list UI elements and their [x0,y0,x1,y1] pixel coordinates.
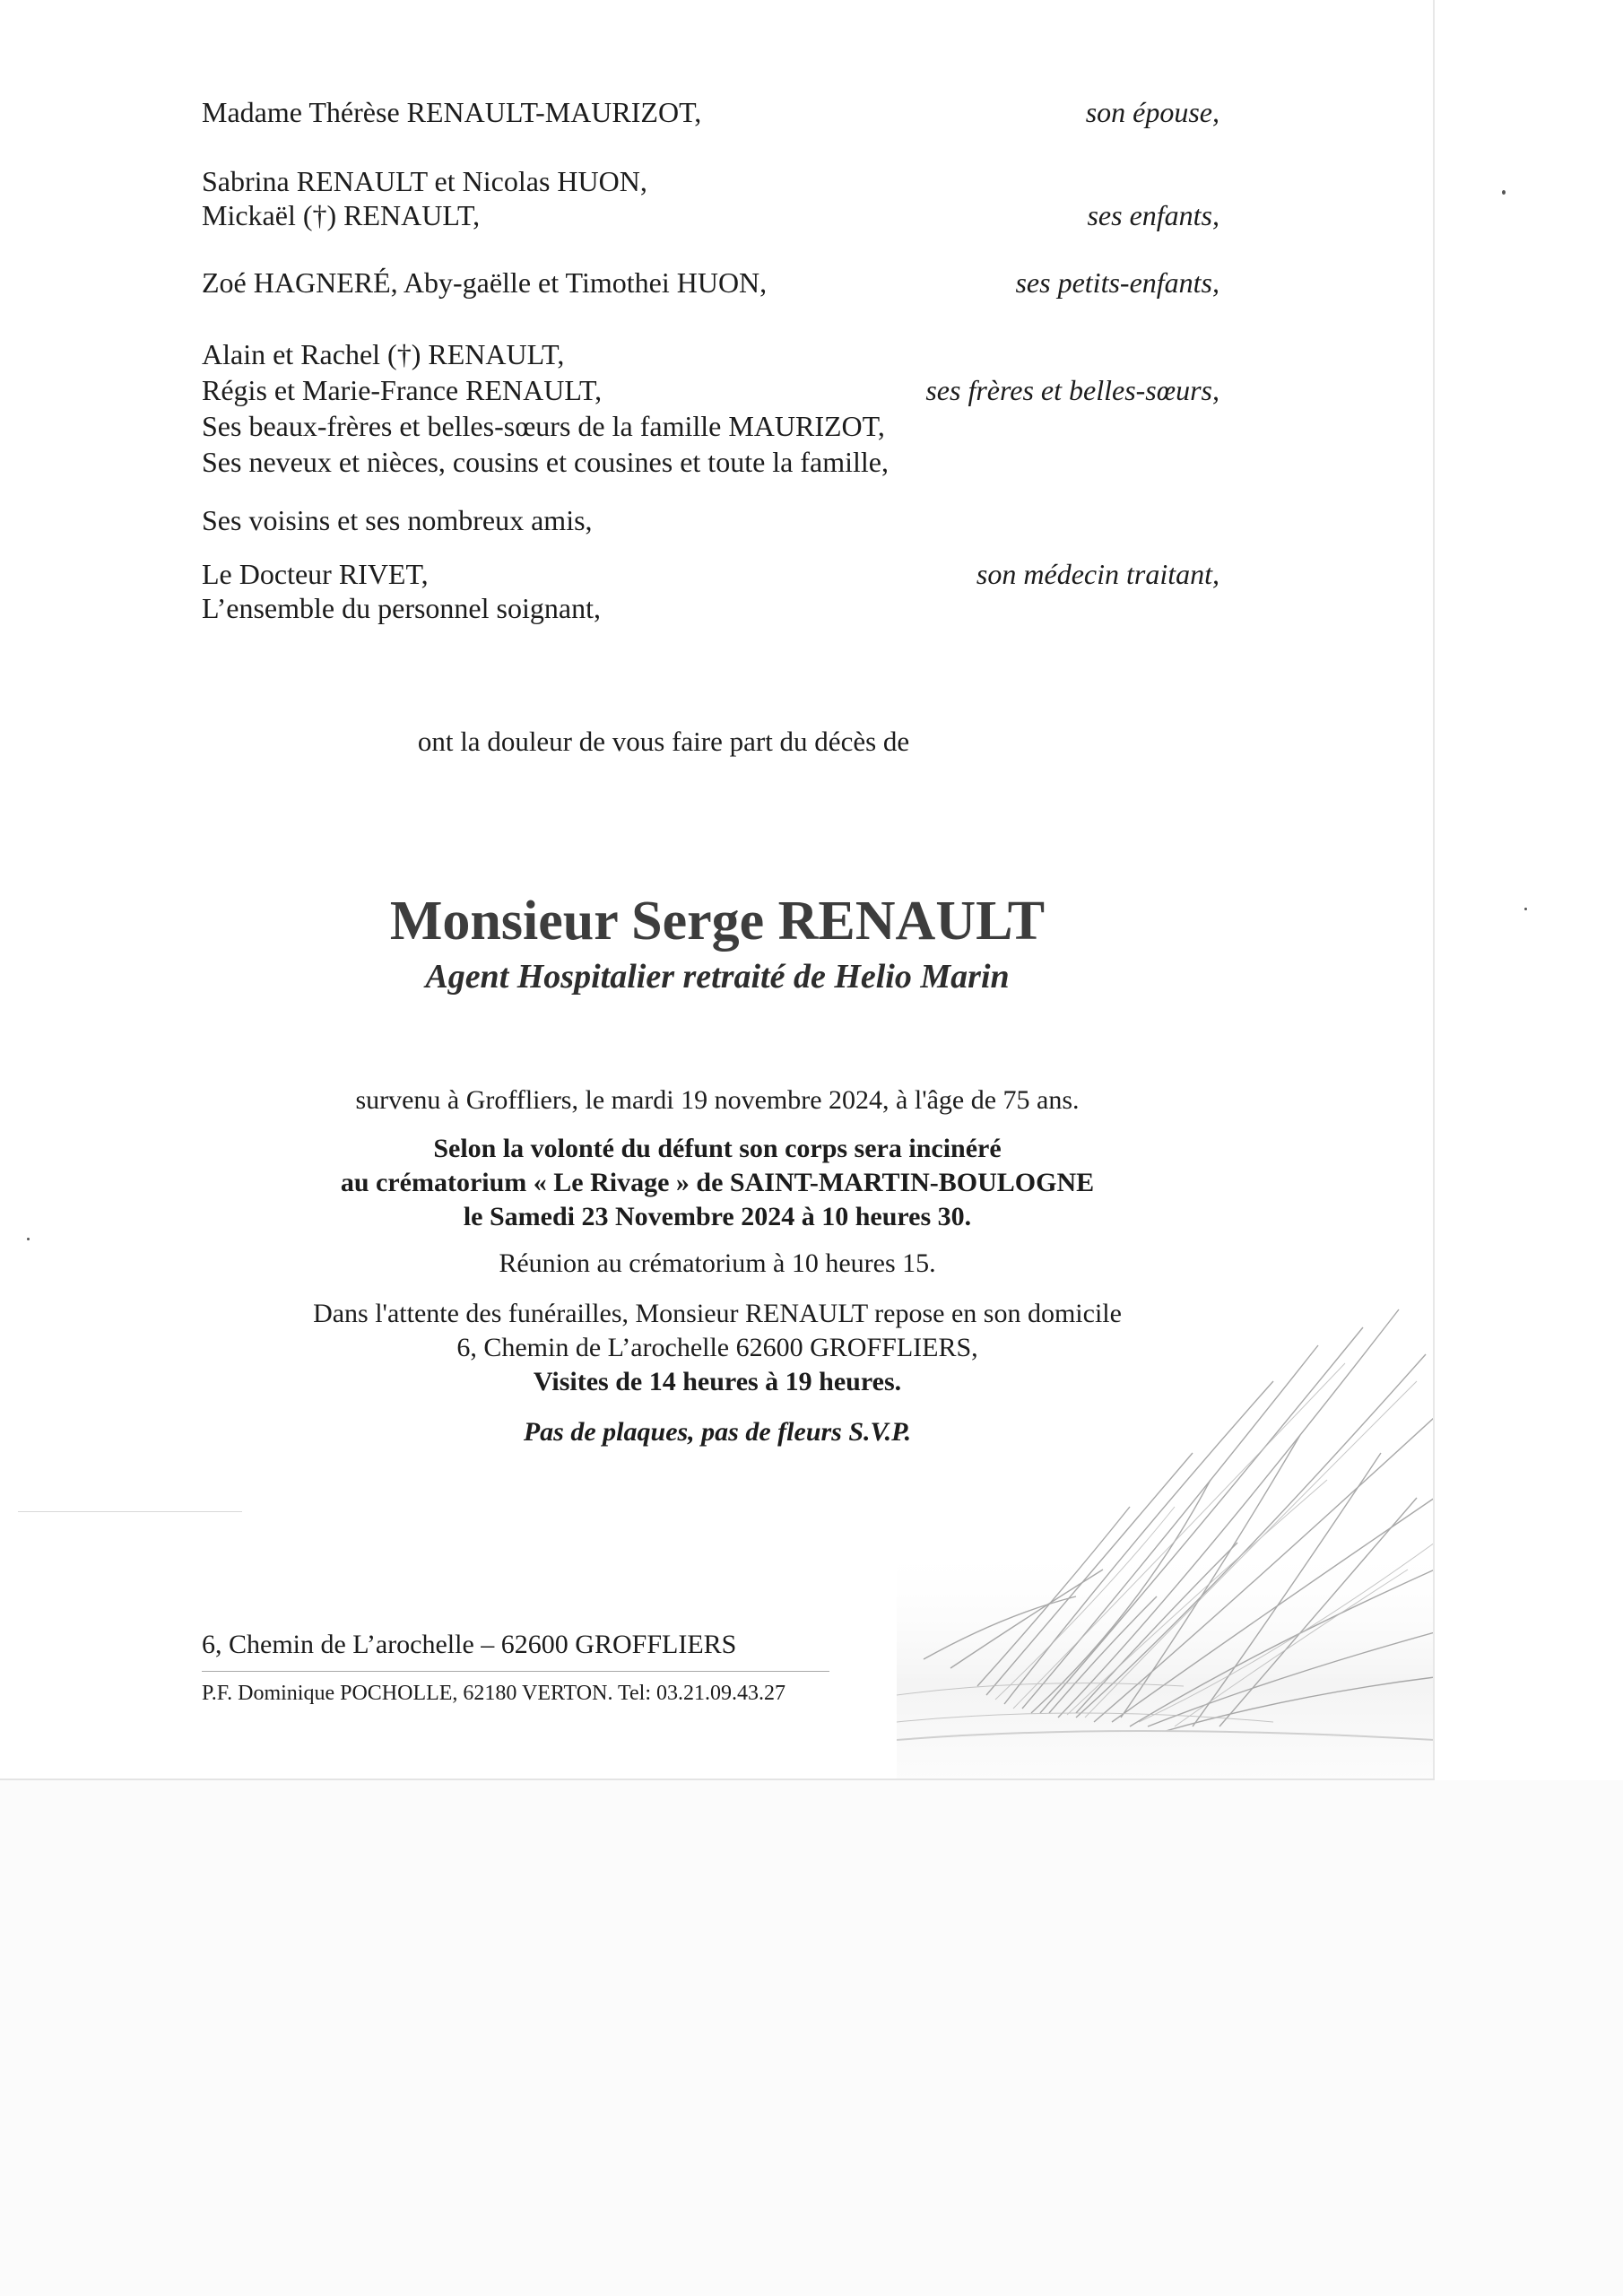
siblings-relation: ses frères et belles-sœurs, [925,374,1219,406]
doctor-line-2: L’ensemble du personnel soignant, [202,592,601,624]
no-flowers-text: Pas de plaques, pas de fleurs S.V.P. [523,1417,912,1447]
siblings-line-4: Ses neveux et nièces, cousins et cousines et toute la famille, [202,446,889,478]
scan-speck [27,1238,30,1240]
sheet-edge-right [1433,0,1435,1780]
spouse-relation: son épouse, [1085,96,1219,128]
funeral-home-info: P.F. Dominique POCHOLLE, 62180 VERTON. Tel: 03.21.09.43.27 [202,1682,785,1705]
cremation-line-2: au crématorium « Le Rivage » de SAINT-MARTIN-BOULOGNE [340,1168,1095,1197]
spouse-name: Madame Thérèse RENAULT-MAURIZOT, [202,96,702,128]
beach-grass-image [897,1274,1435,1780]
rest-line-1: Dans l'attente des funérailles, Monsieur RENAULT repose en son domicile [313,1299,1122,1328]
neighbours-text: Ses voisins et ses nombreux amis, [202,504,593,536]
meeting-text: Réunion au crématorium à 10 heures 15. [499,1248,936,1278]
visits-text: Visites de 14 heures à 19 heures. [533,1367,902,1396]
doctor-relation: son médecin traitant, [976,558,1219,590]
announcement-text: ont la douleur de vous faire part du décès de [417,726,910,757]
scanner-background [0,1780,1623,2296]
grandchildren-name: Zoé HAGNERÉ, Aby-gaëlle et Timothei HUON, [202,266,768,299]
grandchildren-relation: ses petits-enfants, [1015,266,1219,299]
scan-speck [1524,908,1527,910]
children-line-2: Mickaël (†) RENAULT, [202,199,481,231]
cremation-line-3: le Samedi 23 Novembre 2024 à 10 heures 30. [463,1202,972,1231]
deceased-title: Agent Hospitalier retraité de Helio Marin [425,958,1010,996]
horizon-line [18,1511,242,1512]
siblings-line-3: Ses beaux-frères et belles-sœurs de la famille MAURIZOT, [202,410,885,442]
death-details: survenu à Groffliers, le mardi 19 novembre 2024, à l'âge de 75 ans. [355,1085,1080,1115]
children-relation: ses enfants, [1087,199,1219,231]
footer-address: 6, Chemin de L’arochelle – 62600 GROFFLIERS [202,1630,737,1659]
scan-speck [1502,190,1506,195]
footer-divider [202,1671,829,1672]
rest-line-2: 6, Chemin de L’arochelle 62600 GROFFLIERS, [456,1333,978,1362]
children-line-1: Sabrina RENAULT et Nicolas HUON, [202,165,647,197]
doctor-line-1: Le Docteur RIVET, [202,558,429,590]
cremation-line-1: Selon la volonté du défunt son corps sera incinéré [433,1134,1002,1163]
siblings-line-2: Régis et Marie-France RENAULT, [202,374,603,406]
siblings-line-1: Alain et Rachel (†) RENAULT, [202,338,565,370]
deceased-name: Monsieur Serge RENAULT [389,891,1046,952]
